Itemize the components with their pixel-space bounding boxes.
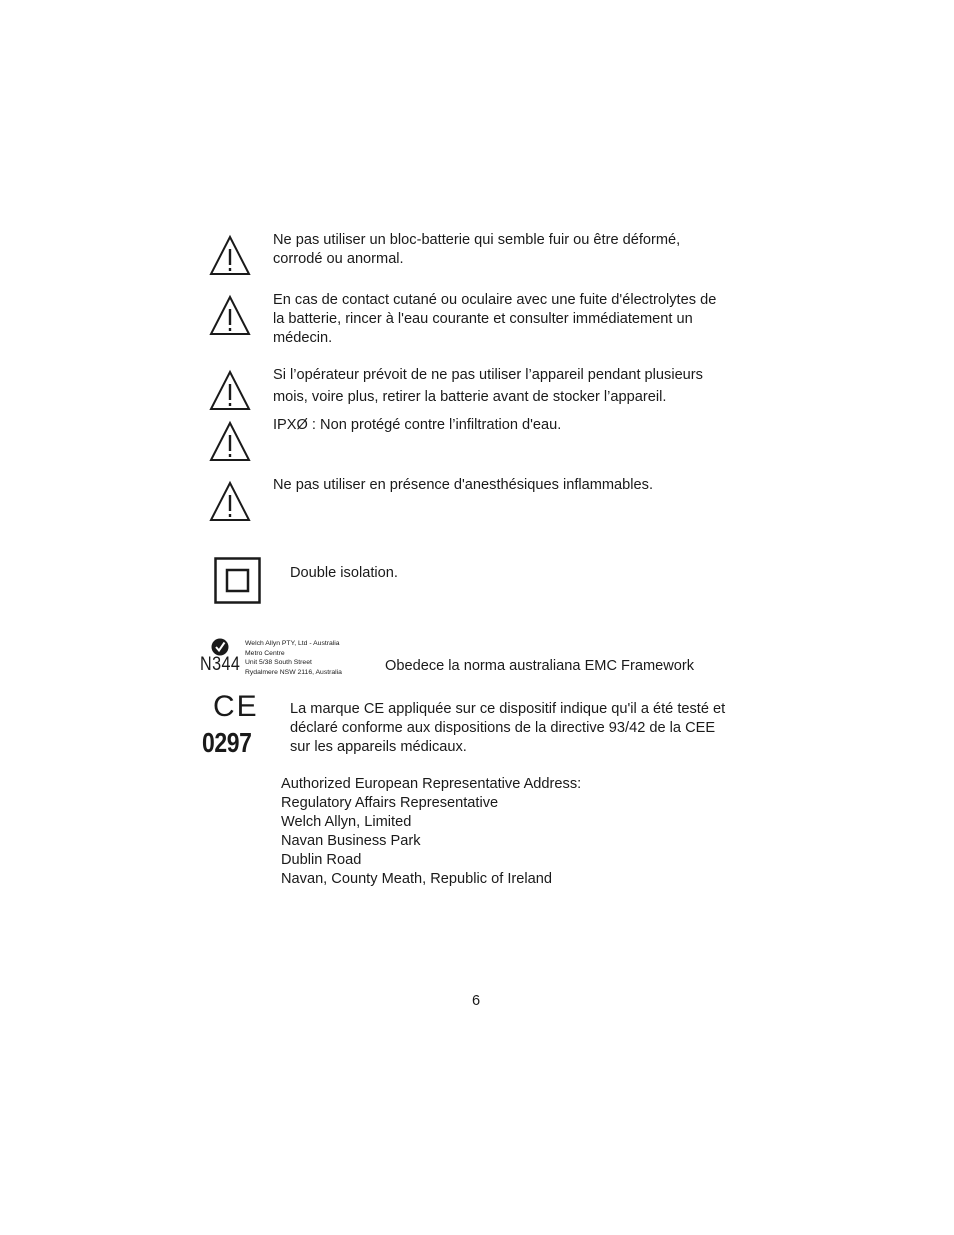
ce-notified-body-number: 0297: [202, 727, 252, 758]
warning-triangle-icon: [209, 369, 251, 411]
warning-triangle-icon: [209, 234, 251, 276]
warning-text-3: Si l’opérateur prévoit de ne pas utiliser l’appareil pendant plusieurs mois, voire plus, retirer la batterie avant de stocker l’appareil.: [273, 367, 703, 405]
warning-triangle-icon: [209, 294, 251, 336]
c-tick-code: N344: [200, 654, 241, 675]
warning-triangle-icon: [209, 420, 251, 462]
representative-address: Authorized European Representative Address: Regulatory Affairs Representative Welch Allyn, Limited Navan Business Park Dublin Road Navan, County Meath, Republic of Ireland: [281, 776, 582, 887]
page-number: 6: [472, 993, 481, 1009]
warning-text-4: IPXØ : Non protégé contre l’infiltration d'eau.: [273, 417, 562, 433]
emc-text: Obedece la norma australiana EMC Framework: [385, 658, 695, 674]
warning-text-2: En cas de contact cutané ou oculaire avec une fuite d'électrolytes de la batterie, rincer à l'eau courante et consulter immédiatement un médecin.: [273, 292, 717, 346]
warning-triangle-icon: [209, 480, 251, 522]
double-insulation-icon: [214, 557, 262, 605]
warning-text-5: Ne pas utiliser en présence d'anesthésiques inflammables.: [273, 477, 654, 493]
emc-supplier-address: Welch Allyn PTY, Ltd - Australia Metro Centre Unit 5/38 South Street Rydalmere NSW 2116, Australia: [245, 640, 342, 676]
ce-text: La marque CE appliquée sur ce dispositif indique qu'il a été testé et déclaré conforme aux dispositions de la directive 93/42 de la CEE sur les appareils médicaux.: [290, 701, 726, 755]
ce-mark-icon: CE: [213, 690, 259, 723]
warning-text-1: Ne pas utiliser un bloc-batterie qui semble fuir ou être déformé, corrodé ou anormal.: [273, 232, 681, 267]
double-isolation-text: Double isolation.: [290, 565, 398, 581]
